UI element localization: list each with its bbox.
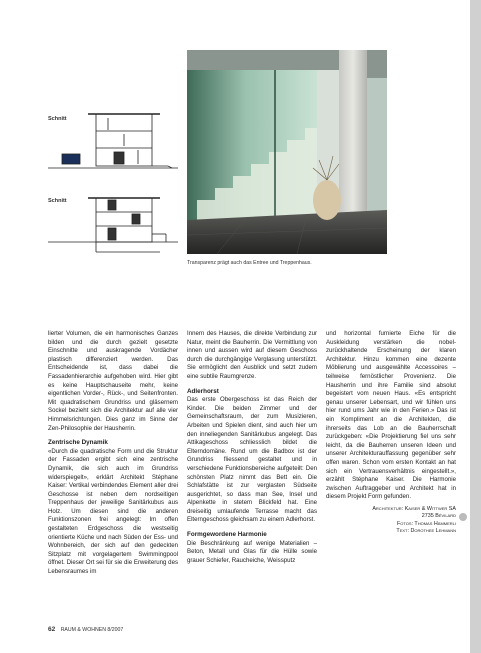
section-label-2: Schnitt bbox=[48, 198, 67, 204]
paragraph: Das erste Obergeschoss ist das Reich der Kinder. Die beiden Zimmer und der Gemeinschaftsraum, der zum Musizieren, Arbeiten und Spielen dient, sind auch hier um den inneliegenden Sanitärkubus angelegt. Das Attikageschoss schliesslich bildet die Elterndomäne. Rund um die Badbox ist der Grundriss fliessend gestaltet und in verschiedene Funktionsbereiche aufgeteilt: Den schönsten Platz nimmt das Bett ein. Die Schlafstätte ist zur verglasten Südseite ausgerichtet, so dass man See, Insel und Alpenkette in stetem Blickfeld hat. Eine dreiseitig umlaufende Terrasse macht das Elterngeschoss gleichsam zu einem Adlerhorst. bbox=[187, 396, 317, 524]
paragraph: lierter Volumen, die ein harmonisches Ganzes bilden und die durch gezielt gesetzte Einschnitte und auskragende Vordächer plastisch differenziert werden. Das Entscheidende ist, dass dabei die Fassadenhierarchie aufgehoben wird. Hier gibt es keine Hauptschauseite mehr, keine eigentlichen Vorder-, Rück-, und Seitenfronten. Mit quadratischem Grundriss und gläsernem Sockel bezieht sich die Architektur auf alle vier Himmelsrichtungen. Dies ganz im Sinne der Zen-Philosophie der Hausherrin. bbox=[48, 330, 178, 432]
paragraph: «Durch die quadratische Form und die Struktur der Fassaden ergibt sich eine zentrische Dynamik, die sich auch im Grundriss widerspiegelt», erklärt Architekt Stéphane Kaiser: Vertikal verbindendes Element aller drei Geschosse ist neben dem nordseitigen Treppenhaus der jeweilige Sanitärkubus aus Holz. Um diesen sind die anderen Funktionszonen frei angelegt: Im offen gestalteten Erdgeschoss die westseitig orientierte Küche und nach Süden der Ess- und Wohnbereich, der sich auf den gedeckten Sitzplatz mit vorgelagertem Swimmingpool öffnet. Dieser Ort sei für sie die Erweiterung des Lebensraumes im bbox=[48, 447, 178, 576]
credit-photos: Fotos: Thomas Hämmerli bbox=[396, 520, 456, 527]
page-edge bbox=[470, 0, 481, 653]
paragraph: Die Beschränkung auf wenige Materialien – Beton, Metall und Glas für die Hülle sowie grauer Schiefer, Raucheiche, Weissputz bbox=[187, 539, 317, 564]
page-number: 62 bbox=[48, 626, 56, 633]
credits bbox=[326, 506, 456, 536]
publication-name: RAUM & WOHNEN 8/2007 bbox=[60, 627, 124, 633]
subheading: Zentrische Dynamik bbox=[48, 439, 108, 447]
page-footer bbox=[48, 626, 123, 633]
page-marker-icon bbox=[459, 513, 467, 521]
section-drawing-2 bbox=[48, 190, 178, 260]
subheading: Adlerhorst bbox=[187, 387, 219, 395]
section-drawing-1 bbox=[48, 104, 178, 174]
paragraph: Innern des Hauses, die direkte Verbindung zur Natur, meint die Bauherrin. Die Vermittlung von innen und aussen wird auf diesem Geschoss durch die durchgängige Verglasung unterstützt. Sie ermöglicht den Ausblick und setzt zudem eine subtile Raumgrenze. bbox=[187, 330, 317, 380]
photo-caption: Transparenz prägt auch das Entree und Treppenhaus. bbox=[187, 260, 312, 266]
credit-location: 2735 Bévilard bbox=[421, 513, 456, 520]
text-column-2 bbox=[187, 330, 317, 565]
text-column-3 bbox=[326, 330, 456, 536]
paragraph: und horizontal furnierte Eiche für die Auskleidung verstärken die nobel-zurückhaltende Erscheinung der klaren Architektur. Hinzu kommen eine dezente Möblierung und ausgewählte Accessoires – teilweise fernöstlicher Provenienz. Die Hausherrin und ihre Familie sind absolut begeistert vom neuen Haus. «Es entspricht genau unserer Lebensart, und wir fühlen uns hier rund ums Jahr wie in den Ferien.» Das ist ein Kompliment an die Architekten, die ihrerseits das Lob an die Bauherrschaft zurückgeben: «Die Projektierung fiel uns sehr leicht, da die Bauherren unseren Ideen und unserer Architekturauffassung gegenüber sehr offen waren. Schon vom ersten Kontakt an hat sich ein Vertrauensverhältnis eingestellt.», erzählt Stéphane Kaiser. Die Harmonie zwischen Auftraggeber und Architekt hat in diesem Projekt Form gefunden. bbox=[326, 330, 456, 501]
credit-architecture: Architektur: Kaiser & Wittwer SA bbox=[372, 505, 456, 512]
section-label-1: Schnitt bbox=[48, 116, 67, 122]
subheading: Formgewordene Harmonie bbox=[187, 531, 267, 539]
credit-text: Text: Dorothee Lehmann bbox=[396, 528, 456, 535]
entrance-stairwell-photo bbox=[187, 50, 387, 254]
text-column-1 bbox=[48, 330, 178, 577]
